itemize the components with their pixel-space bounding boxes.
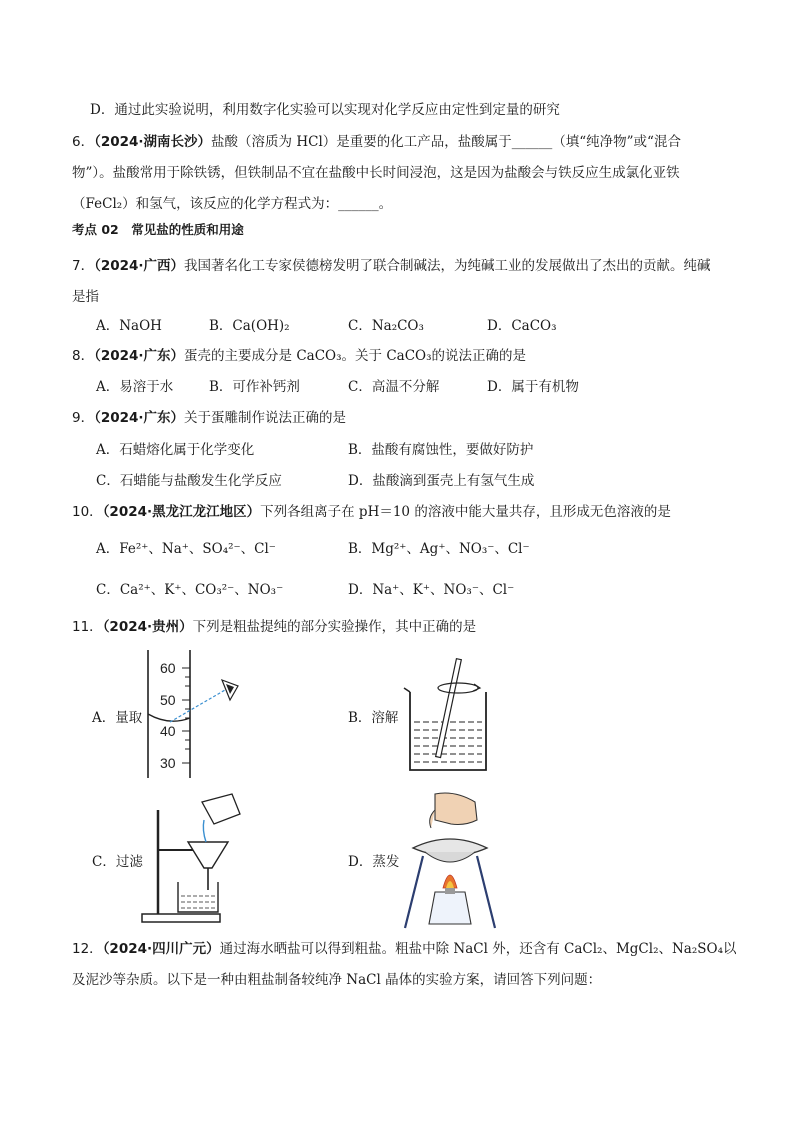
graduated-cylinder-figure xyxy=(140,650,260,780)
q12-source: （2024·四川广元） xyxy=(102,941,220,957)
q8-text1: 蛋壳的主要成分是 CaCO₃。关于 CaCO₃的说法正确的是 xyxy=(184,348,527,364)
scale-label-30: 30 xyxy=(160,755,176,771)
q12-line1 xyxy=(72,939,736,959)
q11-option-b-label: B．溶解 xyxy=(348,710,399,726)
q9-text1: 关于蛋雕制作说法正确的是 xyxy=(184,410,347,426)
q6-line3: （FeCl₂）和氢气，该反应的化学方程式为：______。 xyxy=(72,196,393,212)
q11-number: 11． xyxy=(72,619,103,635)
q10-option-d: D．Na⁺、K⁺、NO₃⁻、Cl⁻ xyxy=(348,582,515,598)
meniscus xyxy=(148,714,190,721)
q7-option-b: B．Ca(OH)₂ xyxy=(209,318,290,334)
liquid-lines xyxy=(414,722,482,762)
q9-source: （2024·广东） xyxy=(94,410,185,426)
q7-text1: 我国著名化工专家侯德榜发明了联合制碱法，为纯碱工业的发展做出了杰出的贡献。纯碱 xyxy=(184,258,711,274)
q7-option-c: C．Na₂CO₃ xyxy=(348,318,424,334)
q11-option-d-label: D．蒸发 xyxy=(348,854,400,870)
q7-number: 7． xyxy=(72,258,95,274)
q6-number: 6． xyxy=(72,134,95,150)
q10-option-c: C．Ca²⁺、K⁺、CO₃²⁻、NO₃⁻ xyxy=(96,582,284,598)
q10-text1: 下列各组离子在 pH＝10 的溶液中能大量共存，且形成无色溶液的是 xyxy=(260,504,671,520)
q9-option-d: D．盐酸滴到蛋壳上有氢气生成 xyxy=(348,473,535,489)
q10-number: 10． xyxy=(72,504,103,520)
q10-source: （2024·黑龙江龙江地区） xyxy=(102,504,261,520)
q7-line1 xyxy=(72,256,711,276)
q7-source: （2024·广西） xyxy=(94,258,185,274)
q8-source: （2024·广东） xyxy=(94,348,185,364)
q8-option-a: A．易溶于水 xyxy=(96,379,174,395)
hand-icon xyxy=(435,793,477,825)
q10-option-a: A．Fe²⁺、Na⁺、SO₄²⁻、Cl⁻ xyxy=(96,541,276,557)
eye-icon xyxy=(222,680,238,700)
scale-label-50: 50 xyxy=(160,692,176,708)
q8-option-b: B．可作补钙剂 xyxy=(209,379,300,395)
topic-heading: 考点 02 常见盐的性质和用途 xyxy=(72,222,244,237)
scale-label-40: 40 xyxy=(160,723,176,739)
q12-number: 12． xyxy=(72,941,103,957)
alcohol-lamp xyxy=(429,892,471,924)
q7-option-a: A．NaOH xyxy=(96,318,162,334)
sight-line xyxy=(170,690,225,722)
q8-option-c: C．高温不分解 xyxy=(348,379,440,395)
scale-label-60: 60 xyxy=(160,660,176,676)
q12-text1: 通过海水晒盐可以得到粗盐。粗盐中除 NaCl 外，还含有 CaCl₂、MgCl₂、Na₂SO₄以 xyxy=(219,941,737,957)
q6-line2: 物”）。盐酸常用于除铁锈，但铁制品不宜在盐酸中长时间浸泡，这是因为盐酸会与铁反应生成氯化亚铁 xyxy=(72,165,680,181)
liquid-stream xyxy=(203,820,206,842)
q8-number: 8． xyxy=(72,348,95,364)
q6-source: （2024·湖南长沙） xyxy=(94,134,212,150)
q9-option-a: A．石蜡熔化属于化学变化 xyxy=(96,442,255,458)
q6-text1: 盐酸（溶质为 HCl）是重要的化工产品，盐酸属于______（填“纯净物”或“混合 xyxy=(211,134,681,150)
evaporation-figure xyxy=(395,790,505,930)
q9-option-c: C．石蜡能与盐酸发生化学反应 xyxy=(96,473,282,489)
q8-line1 xyxy=(72,346,526,366)
beaker-dissolve-figure xyxy=(398,652,498,777)
q8-option-d: D．属于有机物 xyxy=(487,379,579,395)
q12-line2: 及泥沙等杂质。以下是一种由粗盐制备较纯净 NaCl 晶体的实验方案，请回答下列问题： xyxy=(72,972,602,988)
q6-line1 xyxy=(72,132,681,152)
q11-option-a-label: A．量取 xyxy=(92,710,143,726)
q11-text1: 下列是粗盐提纯的部分实验操作，其中正确的是 xyxy=(192,619,477,635)
q9-number: 9． xyxy=(72,410,95,426)
q11-source: （2024·贵州） xyxy=(102,619,193,635)
q10-line1 xyxy=(72,502,671,522)
stand-base xyxy=(142,914,220,922)
filtration-figure xyxy=(140,790,250,925)
q7-line2: 是指 xyxy=(72,289,99,305)
stir-arrow-icon xyxy=(438,683,478,693)
receiving-beaker xyxy=(178,882,218,912)
q11-line1 xyxy=(72,617,476,637)
q10-option-b: B．Mg²⁺、Ag⁺、NO₃⁻、Cl⁻ xyxy=(348,541,530,557)
q9-option-b: B．盐酸有腐蚀性，要做好防护 xyxy=(348,442,534,458)
q11-option-c-label: C．过滤 xyxy=(92,854,143,870)
pouring-beaker xyxy=(202,794,240,824)
funnel xyxy=(188,842,228,868)
stirring-rod xyxy=(436,659,462,758)
q5-option-d: D．通过此实验说明，利用数字化实验可以实现对化学反应由定性到定量的研究 xyxy=(90,102,560,118)
q9-line1 xyxy=(72,408,346,428)
q7-option-d: D．CaCO₃ xyxy=(487,318,557,334)
